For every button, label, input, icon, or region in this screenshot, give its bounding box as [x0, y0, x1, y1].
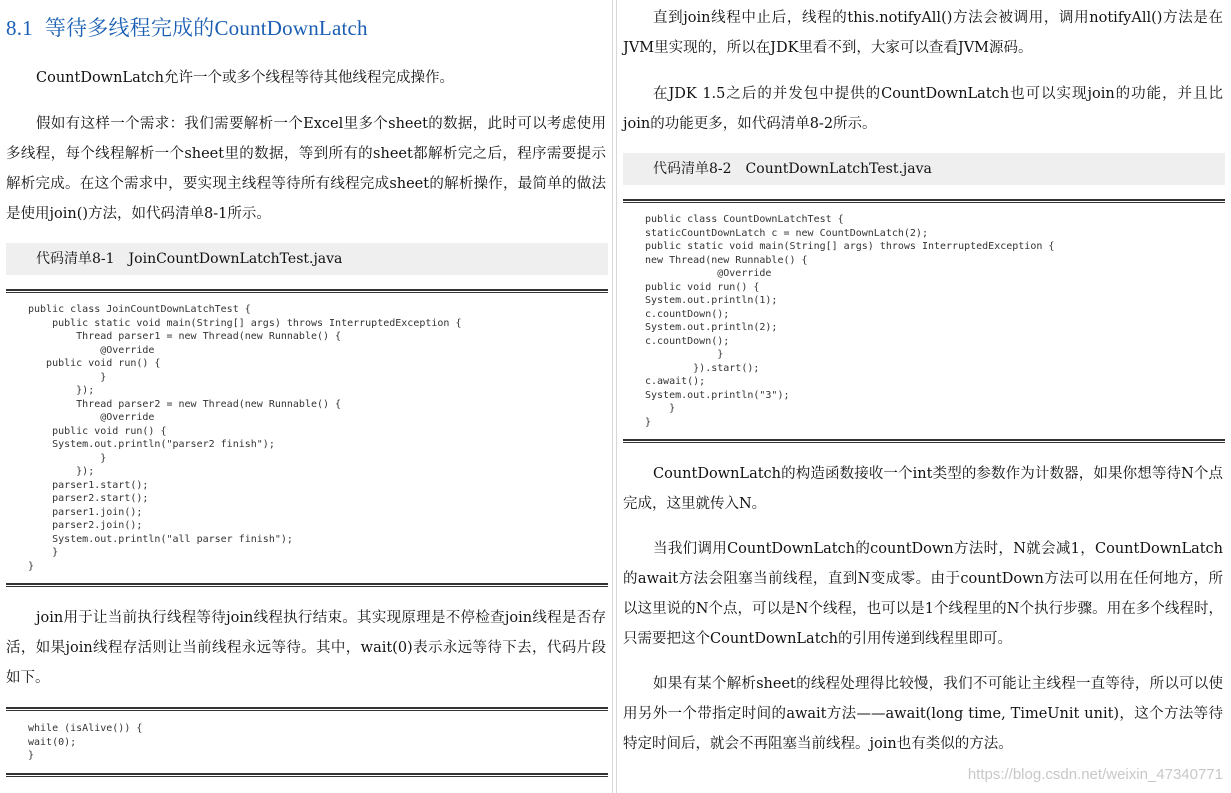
code-line: Thread parser2 = new Thread(new Runnable() { [28, 398, 342, 410]
code-line: wait(0); [28, 736, 77, 748]
code-rule-bottom [623, 439, 1225, 443]
code-line: @Override [28, 344, 155, 356]
section-number: 8.1 [6, 16, 33, 40]
listing-filename: JoinCountDownLatchTest.java [128, 251, 343, 267]
notifyall-paragraph: 直到join线程中止后，线程的this.notifyAll()方法会被调用，调用notifyAll()方法是在JVM里实现的，所以在JDK里看不到，大家可以查看JVM源码。 [623, 10, 1223, 56]
code-line: System.out.println(2); [645, 322, 778, 333]
code-line: staticCountDownLatch c = new CountDownLatch(2); [645, 227, 928, 239]
code-line: } [28, 547, 59, 558]
code-line: c.countDown(); [645, 308, 730, 320]
code-line: parser2.start(); [28, 493, 149, 504]
section-heading [6, 12, 368, 42]
right-page-column [616, 0, 1231, 793]
jdk15-paragraph: 在JDK 1.5之后的并发包中提供的CountDownLatch也可以实现join的功能，并且比join的功能更多，如代码清单8-2所示。 [623, 86, 1223, 132]
left-page-column [0, 0, 613, 793]
code-rule-top [623, 199, 1225, 203]
code-listing-8-1 [6, 289, 608, 591]
code-rule-top [6, 289, 608, 293]
code-line: @Override [28, 412, 155, 423]
code-line: parser1.start(); [28, 479, 149, 491]
intro-paragraph: CountDownLatch允许一个或多个线程等待其他线程完成操作。 [36, 70, 454, 86]
code-line: @Override [645, 268, 772, 279]
listing-label: 代码清单8-1 [36, 251, 115, 267]
code-line: public static void main(String[] args) throws InterruptedException { [645, 241, 1055, 252]
code-line: new Thread(new Runnable() { [645, 254, 808, 266]
code-line: Thread parser1 = new Thread(new Runnable() { [28, 331, 342, 342]
listing-caption-8-2 [623, 153, 1225, 185]
code-line: System.out.println(1); [645, 295, 778, 306]
listing-caption-8-1 [6, 243, 608, 275]
code-snippet-wait [6, 707, 608, 779]
code-line: System.out.println("parser2 finish"); [28, 439, 275, 450]
code-line: public void run() { [28, 358, 161, 369]
code-line: while (isAlive()) { [28, 723, 143, 734]
join-explanation-paragraph: join用于让当前执行线程等待join线程执行结束。其实现原理是不停检查join线程是否存活，如果join线程存活则让当前线程永远等待。其中，wait(0)表示永远等待下去，代码片段如下。 [6, 610, 606, 686]
requirement-paragraph: 假如有这样一个需求：我们需要解析一个Excel里多个sheet的数据，此时可以考虑使用多线程，每个线程解析一个sheet里的数据，等到所有的sheet都解析完之后，程序需要提示解析完成。在这个需求中，要实现主线程等待所有线程完成sheet的解析操作，最简单的做法是使用join()方法，如代码清单8-1所示。 [6, 116, 606, 222]
code-listing-8-2 [623, 199, 1225, 447]
countdown-paragraph: 当我们调用CountDownLatch的countDown方法时，N就会减1，CountDownLatch的await方法会阻塞当前线程，直到N变成零。由于countDown方法可以用在任何地方，所以这里说的N个点，可以是N个线程，也可以是1个线程里的N个执行步骤。用在多个线程时，只需要把这个CountDownLatch的引用传递到线程里即可。 [623, 541, 1223, 647]
code-line: } [28, 371, 107, 383]
code-line: }); [28, 466, 95, 477]
code-line: }); [28, 385, 95, 396]
code-line: c.await(); [645, 376, 706, 387]
code-rule-bottom [6, 773, 608, 777]
code-line: public static void main(String[] args) throws InterruptedException { [28, 317, 462, 329]
listing-label: 代码清单8-2 [653, 161, 732, 177]
code-line: System.out.println("all parser finish"); [28, 533, 293, 545]
code-line: c.countDown(); [645, 335, 730, 347]
code-lines [6, 303, 608, 573]
code-line: } [645, 416, 652, 428]
code-line: System.out.println("3"); [645, 389, 790, 401]
code-line: parser1.join(); [28, 506, 143, 518]
section-title: 等待多线程完成的CountDownLatch [44, 16, 368, 40]
code-line: } [645, 403, 676, 414]
constructor-paragraph: CountDownLatch的构造函数接收一个int类型的参数作为计数器，如果你想等待N个点完成，这里就传入N。 [623, 466, 1223, 512]
code-line: } [645, 349, 724, 360]
watermark-url: https://blog.csdn.net/weixin_47340771 [967, 766, 1223, 783]
code-line: public void run() { [645, 281, 760, 293]
code-rule-top [6, 707, 608, 711]
code-line: } [28, 750, 35, 761]
await-timeout-paragraph: 如果有某个解析sheet的线程处理得比较慢，我们不可能让主线程一直等待，所以可以使用另外一个带指定时间的await方法——await(long time, TimeUnit unit)，这个方法等待特定时间后，就会不再阻塞当前线程。join也有类似的方法。 [623, 676, 1223, 752]
code-line: } [28, 452, 107, 464]
code-rule-bottom [6, 583, 608, 587]
code-line: public class CountDownLatchTest { [645, 214, 844, 225]
code-lines [623, 213, 1225, 429]
code-line: }).start(); [645, 362, 760, 374]
code-line: } [28, 560, 35, 572]
code-line: parser2.join(); [28, 520, 143, 531]
code-line: public void run() { [28, 425, 167, 437]
listing-filename: CountDownLatchTest.java [745, 161, 932, 177]
code-lines [6, 722, 608, 763]
code-line: public class JoinCountDownLatchTest { [28, 304, 251, 315]
